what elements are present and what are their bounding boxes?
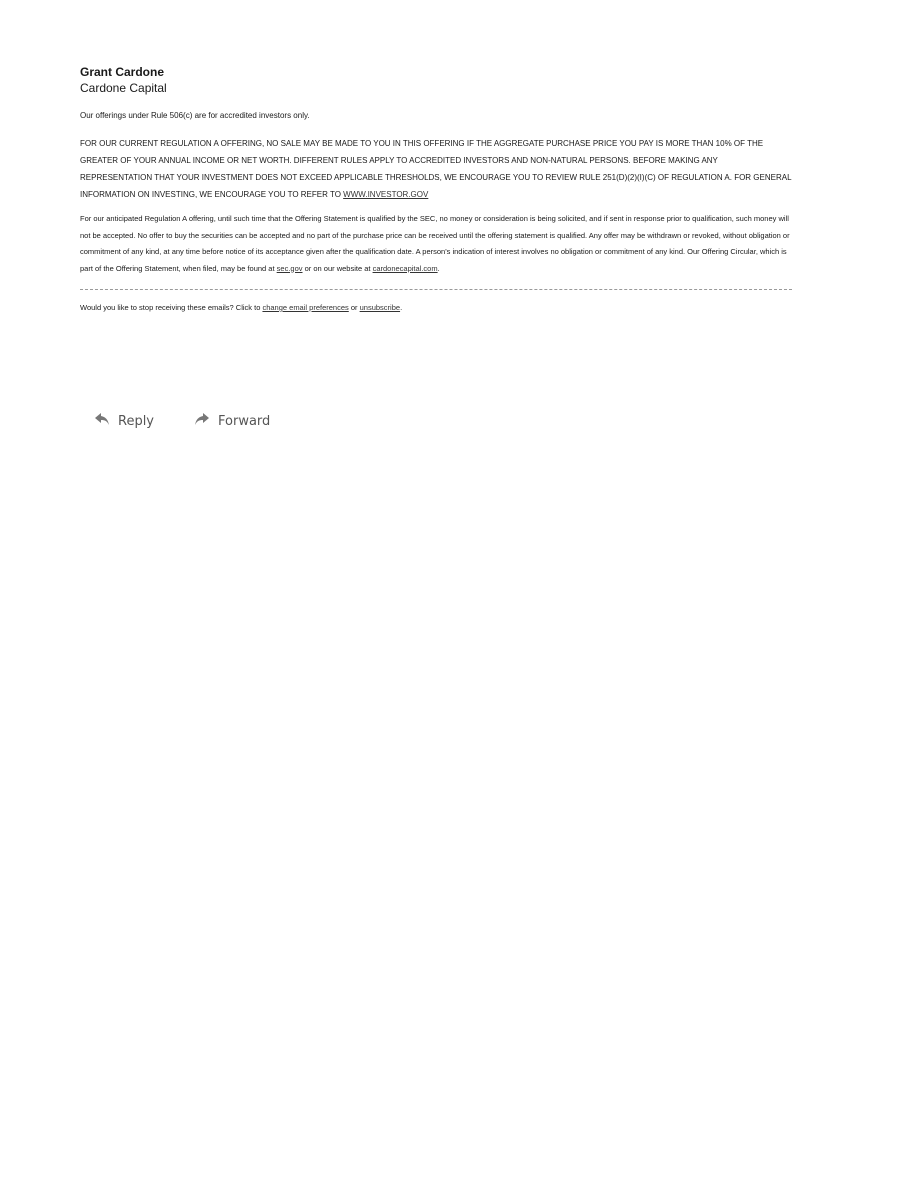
reg-a-paragraph-mid: or on our website at [302,263,373,273]
footer-prefix: Would you like to stop receiving these emails? Click to [80,303,263,312]
investor-gov-link[interactable]: WWW.INVESTOR.GOV [343,190,429,199]
unsubscribe-link[interactable]: unsubscribe [359,303,401,312]
reg-a-notice [80,135,792,203]
forward-button[interactable] [194,412,270,430]
reply-button[interactable] [94,412,154,430]
footer-or: or [348,303,360,312]
reg-a-paragraph-text: For our anticipated Regulation A offering, until such time that the Offering Statement is qualified by the SEC, no money or consideration is being solicited, and if sent in response prior to qualification, such money will not be accepted. No offer to buy the securities can be accepted and no part of the purchase price can be received until the offering statement is qualified. Any offer may be withdrawn or revoked, without obligation or commitment of any kind, at any time before notice of its acceptance given after the qualification date. A person's indication of interest involves no obligation or commitment of any kind. Our Offering Circular, which is part of the Offering Statement, when filed, may be found at [80,214,790,273]
forward-icon [194,412,210,430]
email-body [80,64,792,314]
offerings-note: Our offerings under Rule 506(c) are for accredited investors only. [80,111,310,120]
unsubscribe-footer [80,302,792,314]
sender-name: Grant Cardone [80,65,165,79]
reply-icon [94,412,110,430]
reg-a-paragraph [80,211,792,277]
divider [80,289,792,290]
reg-a-notice-text: FOR OUR CURRENT REGULATION A OFFERING, NO SALE MAY BE MADE TO YOU IN THIS OFFERING IF THE AGGREGATE PURCHASE PRICE YOU PAY IS MORE THAN 10% OF THE GREATER OF YOUR ANNUAL INCOME OR NET WORTH. DIFFERENT RULES APPLY TO ACCREDITED INVESTORS AND NON-NATURAL PERSONS. BEFORE MAKING ANY REPRESENTATION THAT YOUR INVESTMENT DOES NOT EXCEED APPLICABLE THRESHOLDS, WE ENCOURAGE YOU TO REVIEW RULE 251(D)(2)(I)(C) OF REGULATION A. FOR GENERAL INFORMATION ON INVESTING, WE ENCOURAGE YOU TO REFER TO [80,139,792,199]
sec-gov-link[interactable]: sec.gov [276,263,303,273]
sender-company: Cardone Capital [80,81,167,95]
footer-end: . [400,303,403,312]
forward-label: Forward [218,413,271,429]
website-link[interactable]: cardonecapital.com [372,263,438,273]
reg-a-paragraph-end: . [437,263,440,273]
email-actions [94,412,270,430]
change-preferences-link[interactable]: change email preferences [262,303,349,312]
reply-label: Reply [118,413,155,429]
